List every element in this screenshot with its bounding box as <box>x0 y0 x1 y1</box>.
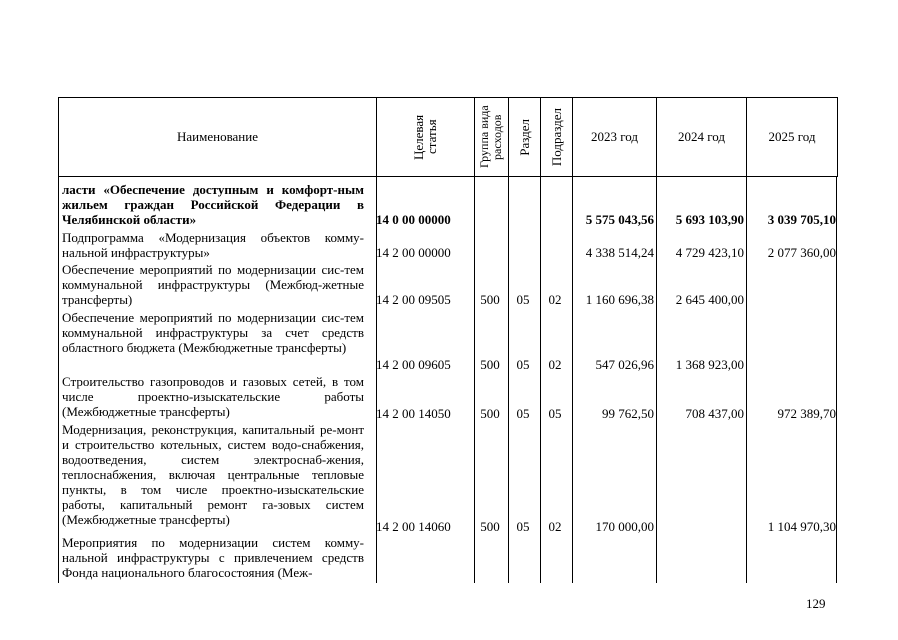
header-group: Группа вида расходов <box>476 105 504 169</box>
header-subsection: Подраздел <box>549 107 564 167</box>
row-2023: 1 160 696,38 <box>585 292 654 307</box>
column-divider <box>836 177 837 583</box>
row-name: Модернизация, реконструкция, капитальный ре-монт и строительство котельных, систем водо-снабжения, водоотведения, систем электроснаб-жения, теплоснабжения, включая центральные тепловые пункты, в том числе проектно-изыскательские работы, капитальный ремонт га-зовых систем (Межбюджетные трансферты) <box>62 422 364 527</box>
header-2023: 2023 год <box>591 129 638 144</box>
header-2025-cell <box>747 98 837 176</box>
row-2025: 1 104 970,30 <box>767 519 836 534</box>
row-name: Обеспечение мероприятий по модернизации сис-тем коммунальной инфраструктуры (Межбюд-жетные трансферты) <box>62 262 364 307</box>
column-divider <box>58 177 59 583</box>
row-code: 14 2 00 09505 <box>376 292 451 307</box>
row-2023: 547 026,96 <box>595 357 654 372</box>
row-name: Строительство газопроводов и газовых сетей, в том числе проектно-изыскательские работы (Межбюджетные трансферты) <box>62 374 364 419</box>
header-section: Раздел <box>517 118 532 156</box>
row-code: 14 0 00 00000 <box>376 212 451 227</box>
row-2025: 2 077 360,00 <box>767 245 836 260</box>
table-header <box>58 97 838 177</box>
row-2023: 170 000,00 <box>595 519 654 534</box>
row-section: 05 <box>516 519 530 534</box>
row-2023: 99 762,50 <box>602 406 654 421</box>
row-name: Обеспечение мероприятий по модернизации сис-тем коммунальной инфраструктуры за счет средств областного бюджета (Межбюджетные трансферты) <box>62 310 364 355</box>
page-number: 129 <box>806 596 826 611</box>
header-group-cell <box>475 98 509 176</box>
row-name: Мероприятия по модернизации систем комму-нальной инфраструктуры с привлечением средств Фонда национального благосостояния (Меж- <box>62 535 364 580</box>
row-2024: 2 645 400,00 <box>675 292 744 307</box>
row-code: 14 2 00 09605 <box>376 357 451 372</box>
row-name: Подпрограмма «Модернизация объектов комму-нальной инфраструктуры» <box>62 230 364 260</box>
row-2023: 5 575 043,56 <box>585 212 654 227</box>
row-group: 500 <box>480 519 500 534</box>
header-2023-cell <box>573 98 657 176</box>
column-divider <box>656 177 657 583</box>
row-subsection: 02 <box>548 519 562 534</box>
header-subsection-cell <box>541 98 573 176</box>
row-2025: 972 389,70 <box>777 406 836 421</box>
header-name: Наименование <box>177 129 258 144</box>
row-group: 500 <box>480 357 500 372</box>
header-2025: 2025 год <box>768 129 816 144</box>
row-subsection: 02 <box>548 292 562 307</box>
header-2024: 2024 год <box>678 129 725 144</box>
row-2023: 4 338 514,24 <box>585 245 654 260</box>
row-2024: 4 729 423,10 <box>675 245 744 260</box>
row-2024: 1 368 923,00 <box>675 357 744 372</box>
row-subsection: 05 <box>548 406 562 421</box>
row-group: 500 <box>480 406 500 421</box>
header-section-cell <box>509 98 541 176</box>
row-name: ласти «Обеспечение доступным и комфорт-ным жильем граждан Российской Федерации в Челябинской области» <box>62 182 364 227</box>
row-code: 14 2 00 14050 <box>376 406 451 421</box>
row-code: 14 2 00 14060 <box>376 519 451 534</box>
header-2024-cell <box>657 98 747 176</box>
row-subsection: 02 <box>548 357 562 372</box>
row-group: 500 <box>480 292 500 307</box>
row-section: 05 <box>516 357 530 372</box>
row-section: 05 <box>516 406 530 421</box>
row-2024: 5 693 103,90 <box>675 212 744 227</box>
row-2024: 708 437,00 <box>685 406 744 421</box>
row-section: 05 <box>516 292 530 307</box>
header-name-cell <box>59 98 377 176</box>
row-2025: 3 039 705,10 <box>767 212 836 227</box>
header-target-cell <box>377 98 475 176</box>
header-target: Целевая статья <box>410 114 439 160</box>
row-code: 14 2 00 00000 <box>376 245 451 260</box>
